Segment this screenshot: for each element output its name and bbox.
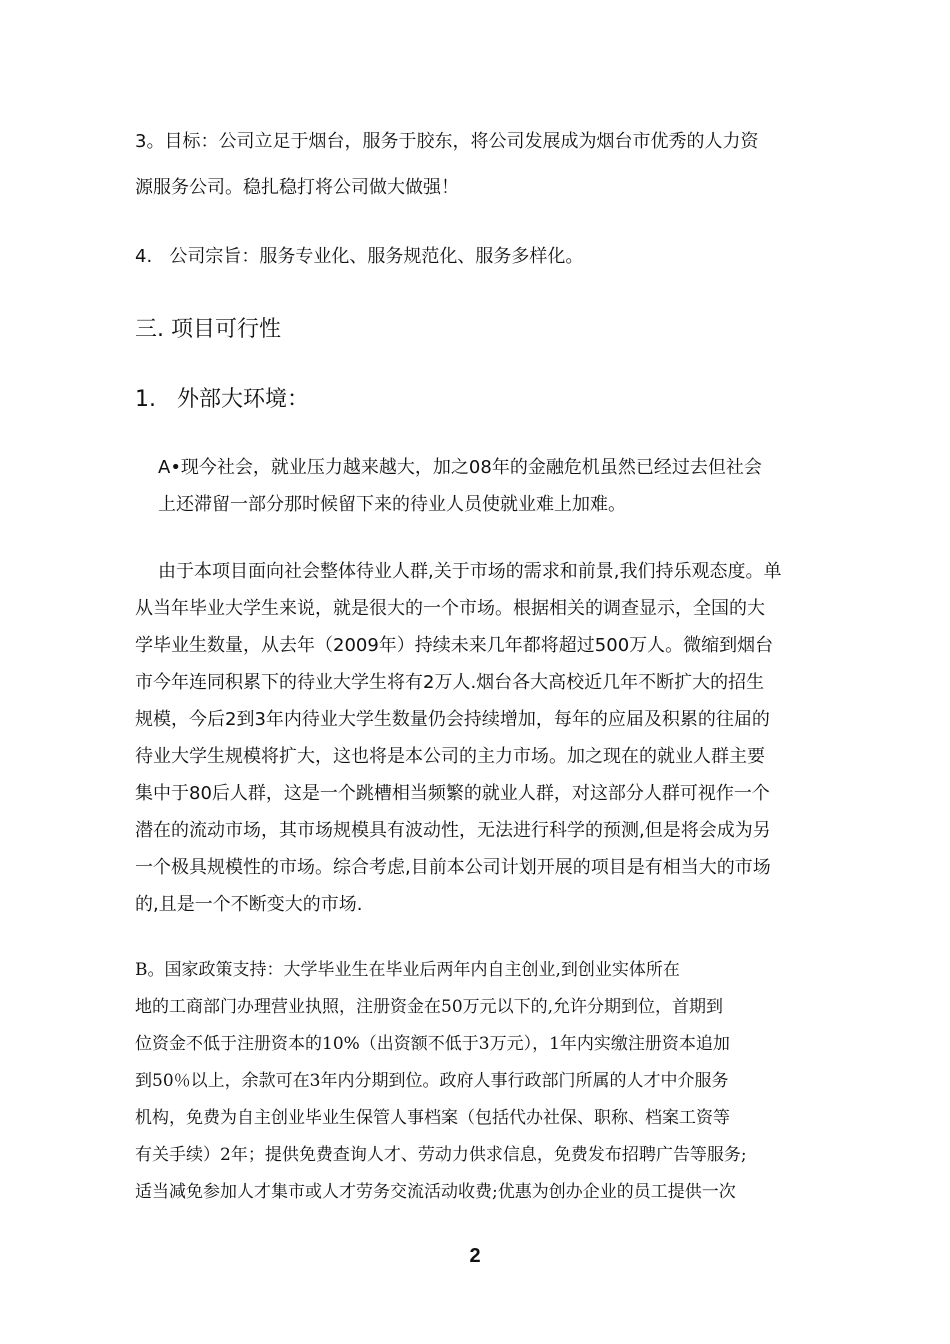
point-b-line-3: 位资金不低于注册资本的10%（出资额不低于3万元），1年内实缴注册资本追加 (135, 1034, 730, 1054)
point-b-line-5: 机构，免费为自主创业毕业生保管人事档案（包括代办社保、职称、档案工资等 (135, 1108, 730, 1128)
point-b-line-4: 到50％以上，余款可在3年内分期到位。政府人事行政部门所属的人才中介服务 (135, 1071, 729, 1091)
external-environment-heading: 1. 外部大环境： (135, 387, 309, 412)
goal-line-2: 源服务公司。稳扎稳打将公司做大做强！ (135, 177, 459, 198)
point-a-line-1: A•现今社会，就业压力越来越大，加之08年的金融危机虽然已经过去但社会 (158, 457, 762, 478)
feasibility-heading: 三. 项目可行性 (135, 317, 281, 342)
market-paragraph-line-6: 待业大学生规模将扩大，这也将是本公司的主力市场。加之现在的就业人群主要 (135, 746, 765, 767)
market-paragraph-line-1: 由于本项目面向社会整体待业人群,关于市场的需求和前景,我们持乐观态度。单 (158, 561, 782, 582)
point-b-line-2: 地的工商部门办理营业执照，注册资金在50万元以下的,允许分期到位，首期到 (135, 997, 724, 1017)
purpose-line: 4. 公司宗旨：服务专业化、服务规范化、服务多样化。 (135, 246, 584, 267)
market-paragraph-line-7: 集中于80后人群，这是一个跳槽相当频繁的就业人群，对这部分人群可视作一个 (135, 783, 770, 804)
point-b-line-7: 适当减免参加人才集市或人才劳务交流活动收费;优惠为创办企业的员工提供一次 (135, 1182, 736, 1202)
point-b-line-1: B。国家政策支持：大学毕业生在毕业后两年内自主创业,到创业实体所在 (135, 960, 680, 980)
market-paragraph-line-8: 潜在的流动市场，其市场规模具有波动性，无法进行科学的预测,但是将会成为另 (135, 820, 771, 841)
page-number: 2 (469, 1245, 481, 1267)
market-paragraph-line-2: 从当年毕业大学生来说，就是很大的一个市场。根据相关的调查显示，全国的大 (135, 598, 765, 619)
goal-line-1: 3。目标：公司立足于烟台，服务于胶东，将公司发展成为烟台市优秀的人力资 (135, 131, 759, 152)
market-paragraph-line-5: 规模，今后2到3年内待业大学生数量仍会持续增加，每年的应届及积累的往届的 (135, 709, 770, 730)
market-paragraph-line-3: 学毕业生数量，从去年（2009年）持续未来几年都将超过500万人。微缩到烟台 (135, 635, 774, 656)
market-paragraph-line-4: 市今年连同积累下的待业大学生将有2万人.烟台各大高校近几年不断扩大的招生 (135, 672, 765, 693)
point-a-line-2: 上还滞留一部分那时候留下来的待业人员使就业难上加难。 (158, 494, 626, 515)
market-paragraph-line-9: 一个极具规模性的市场。综合考虑,目前本公司计划开展的项目是有相当大的市场 (135, 857, 771, 878)
point-b-line-6: 有关手续）2年；提供免费查询人才、劳动力供求信息，免费发布招聘广告等服务; (135, 1145, 747, 1165)
market-paragraph-line-10: 的,且是一个不断变大的市场. (135, 894, 363, 915)
